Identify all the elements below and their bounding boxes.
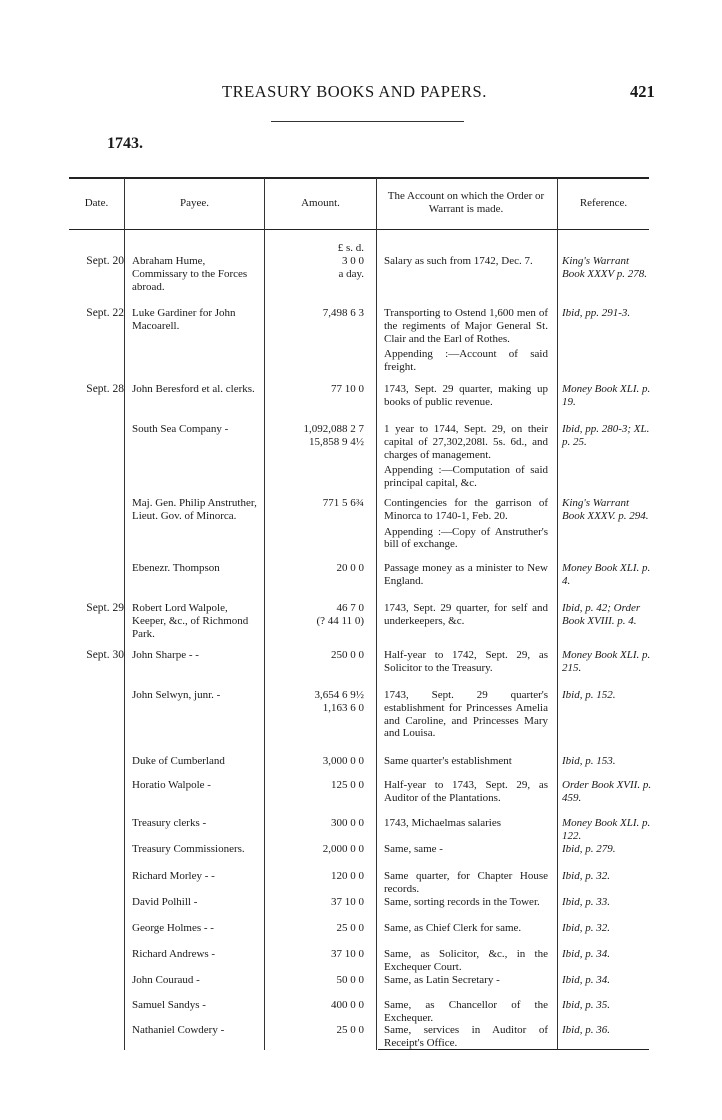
entry-amount [268, 255, 364, 281]
entry-amount [268, 922, 364, 935]
header-payee: Payee. [179, 196, 209, 209]
account-text: Contingencies for the garrison of Minorca to 1740-1, Feb. 20. [384, 497, 548, 522]
account-text: Half-year to 1742, Sept. 29, as Solicitor to the Treasury. [384, 649, 548, 674]
entry-amount [268, 689, 364, 715]
account-text: 1743, Sept. 29 quarter, making up books of public revenue. [384, 383, 548, 408]
entry-reference: Ibid, p. 34. [562, 948, 610, 960]
account-text: Transporting to Ostend 1,600 men of the regiments of Major General St. Clair and the Earl of Rothes. [384, 307, 548, 345]
account-text: 1743, Sept. 29 quarter's establishment for Princesses Amelia and Caroline, and Princesses Mary and Louisa. [384, 689, 548, 740]
account-text: 1743, Michaelmas salaries [384, 817, 501, 829]
account-text: 1743, Sept. 29 quarter, for self and underkeepers, &c. [384, 602, 548, 627]
entry-payee: David Polhill - [132, 896, 198, 908]
header-date: Date. [84, 196, 109, 209]
entry-reference: Ibid, p. 32. [562, 870, 610, 882]
amount-line: 3 0 0 [342, 255, 364, 267]
entry-reference: King's Warrant Book XXXV. p. 294. [562, 497, 649, 522]
entry-amount [268, 779, 364, 792]
year-heading: 1743. [107, 135, 143, 152]
entry-amount [268, 896, 364, 909]
entry-payee: John Sharpe - - [132, 649, 199, 661]
entry-payee: Treasury clerks - [132, 817, 207, 829]
entry-amount [268, 307, 364, 320]
entry-amount [268, 843, 364, 856]
entry-account [384, 999, 548, 1025]
entry-amount [268, 383, 364, 396]
entry-reference: Money Book XLI. p. 122. [562, 817, 651, 842]
account-text: Same, as Solicitor, &c., in the Exchequer Court. [384, 948, 548, 973]
entry-amount [268, 817, 364, 830]
entry-date: Sept. 28 [86, 383, 124, 395]
amount-line: 250 0 0 [331, 649, 364, 661]
entry-reference: Ibid, pp. 291-3. [562, 307, 631, 319]
account-text: Passage money as a minister to New England. [384, 562, 548, 587]
entry-payee: Duke of Cumberland [132, 755, 225, 767]
account-text: Same, as Chancellor of the Exchequer. [384, 999, 548, 1024]
entry-payee: John Selwyn, junr. - [132, 689, 221, 701]
entry-reference: Ibid, p. 34. [562, 974, 610, 986]
entry-payee: John Couraud - [132, 974, 200, 986]
amount-line: (? 44 11 0) [316, 614, 364, 627]
column-divider [124, 178, 125, 1050]
account-text: Same, as Latin Secretary - [384, 974, 500, 986]
entry-amount [268, 602, 364, 628]
entry-payee: Nathaniel Cowdery - [132, 1024, 225, 1036]
entry-reference: King's Warrant Book XXXV p. 278. [562, 255, 648, 280]
entry-reference: Order Book XVII. p. 459. [562, 779, 652, 804]
table-header-rule [69, 229, 649, 230]
account-text: 1 year to 1744, Sept. 29, on their capital of 27,302,208l. 5s. 6d., and charges of management. [384, 423, 548, 461]
entry-account [384, 870, 548, 896]
entry-reference: Ibid, p. 153. [562, 755, 616, 767]
entry-amount [268, 755, 364, 768]
amount-line: 50 0 0 [336, 974, 364, 986]
entry-account [384, 649, 548, 675]
appending-note: Appending :—Account of said freight. [384, 348, 548, 374]
header-amount: Amount. [301, 196, 340, 209]
page-number: 421 [630, 82, 655, 101]
account-text: Same, as Chief Clerk for same. [384, 922, 522, 934]
entry-reference: Ibid, p. 36. [562, 1024, 610, 1036]
entry-date: Sept. 20 [86, 255, 124, 267]
entry-account [384, 255, 548, 268]
amount-line: 300 0 0 [331, 817, 364, 829]
entry-payee: Robert Lord Walpole, Keeper, &c., of Richmond Park. [132, 602, 249, 640]
entry-reference: Ibid, p. 42; Order Book XVIII. p. 4. [562, 602, 641, 627]
column-divider [557, 178, 558, 1050]
entry-reference: Money Book XLI. p. 19. [562, 383, 651, 408]
entry-reference: Ibid, p. 152. [562, 689, 616, 701]
entry-payee: Maj. Gen. Philip Anstruther, Lieut. Gov. of Minorca. [132, 497, 257, 522]
entry-date: Sept. 29 [86, 602, 124, 614]
entry-payee: Ebenezr. Thompson [132, 562, 220, 574]
amount-line: 1,163 6 0 [322, 701, 364, 714]
entry-payee: Abraham Hume, Commissary to the Forces abroad. [132, 255, 248, 293]
entry-payee: Richard Andrews - [132, 948, 216, 960]
entry-account [384, 383, 548, 409]
amount-line: 7,498 6 3 [322, 307, 364, 319]
entry-account [384, 497, 548, 551]
account-text: Same, services in Auditor of Receipt's Office. [384, 1024, 548, 1049]
header-reference: Reference. [579, 196, 628, 209]
account-text: Same, same - [384, 843, 443, 855]
amount-line: 20 0 0 [336, 562, 364, 574]
amount-line: 771 5 6¾ [322, 497, 364, 509]
amount-line: 3,000 0 0 [322, 755, 364, 767]
account-text: Half-year to 1743, Sept. 29, as Auditor of the Plantations. [384, 779, 548, 804]
currency-header: £ s. d. [337, 242, 364, 254]
entry-account [384, 974, 548, 987]
entry-payee: Luke Gardiner for John Macoarell. [132, 307, 236, 332]
entry-amount [268, 999, 364, 1012]
amount-line: 400 0 0 [331, 999, 364, 1011]
entry-amount [268, 497, 364, 510]
entry-account [384, 896, 548, 909]
amount-line: 125 0 0 [331, 779, 364, 791]
entry-account [384, 562, 548, 588]
entry-amount [268, 1024, 364, 1037]
amount-line: 25 0 0 [336, 1024, 364, 1036]
entry-payee: Samuel Sandys - [132, 999, 206, 1011]
header-rule [271, 121, 464, 122]
running-title: TREASURY BOOKS AND PAPERS. [222, 82, 487, 101]
entry-reference: Ibid, p. 35. [562, 999, 610, 1011]
account-text: Same quarter's establishment [384, 755, 512, 767]
amount-line: 1,092,088 2 7 [303, 423, 364, 435]
entry-amount [268, 562, 364, 575]
account-text: Same, sorting records in the Tower. [384, 896, 540, 908]
entry-payee: John Beresford et al. clerks. [132, 383, 255, 395]
entry-account [384, 602, 548, 628]
entry-date: Sept. 22 [86, 307, 124, 319]
entry-account [384, 689, 548, 740]
amount-line: 46 7 0 [336, 602, 364, 614]
entry-account [384, 922, 548, 935]
amount-line: 37 10 0 [331, 896, 364, 908]
entry-amount [268, 649, 364, 662]
amount-line: 2,000 0 0 [322, 843, 364, 855]
entry-payee: Richard Morley - - [132, 870, 215, 882]
account-text: Same quarter, for Chapter House records. [384, 870, 548, 895]
entry-payee: George Holmes - - [132, 922, 214, 934]
amount-line: a day. [338, 267, 364, 280]
appending-note: Appending :—Computation of said principal capital, &c. [384, 464, 548, 490]
entry-account [384, 779, 548, 805]
entry-amount [268, 423, 364, 449]
entry-reference: Ibid, p. 32. [562, 922, 610, 934]
column-divider [264, 178, 265, 1050]
entry-reference: Ibid, p. 279. [562, 843, 616, 855]
header-account: The Account on which the Order or Warrant is made. [387, 190, 545, 215]
entry-account [384, 843, 548, 856]
amount-line: 15,858 9 4½ [309, 435, 364, 448]
account-text: Salary as such from 1742, Dec. 7. [384, 255, 533, 267]
entry-account [384, 948, 548, 974]
amount-line: 120 0 0 [331, 870, 364, 882]
entry-payee: Treasury Commissioners. [132, 843, 245, 855]
amount-line: 25 0 0 [336, 922, 364, 934]
running-head [0, 82, 722, 104]
entry-reference: Money Book XLI. p. 215. [562, 649, 651, 674]
column-divider [376, 178, 377, 1050]
entry-account [384, 307, 548, 374]
entry-amount [268, 870, 364, 883]
entry-payee: South Sea Company - [132, 423, 229, 435]
entry-account [384, 423, 548, 490]
amount-line: 77 10 0 [331, 383, 364, 395]
entry-payee: Horatio Walpole - [132, 779, 211, 791]
entry-amount [268, 948, 364, 961]
amount-line: 37 10 0 [331, 948, 364, 960]
entry-amount [268, 974, 364, 987]
entry-account [384, 755, 548, 768]
entry-account [384, 817, 548, 830]
entry-date: Sept. 30 [86, 649, 124, 661]
amount-line: 3,654 6 9½ [314, 689, 364, 701]
entry-account [384, 1024, 548, 1050]
appending-note: Appending :—Copy of Anstruther's bill of exchange. [384, 525, 548, 551]
entry-reference: Money Book XLI. p. 4. [562, 562, 651, 587]
entry-reference: Ibid, pp. 280-3; XL. p. 25. [562, 423, 650, 448]
entry-reference: Ibid, p. 33. [562, 896, 610, 908]
